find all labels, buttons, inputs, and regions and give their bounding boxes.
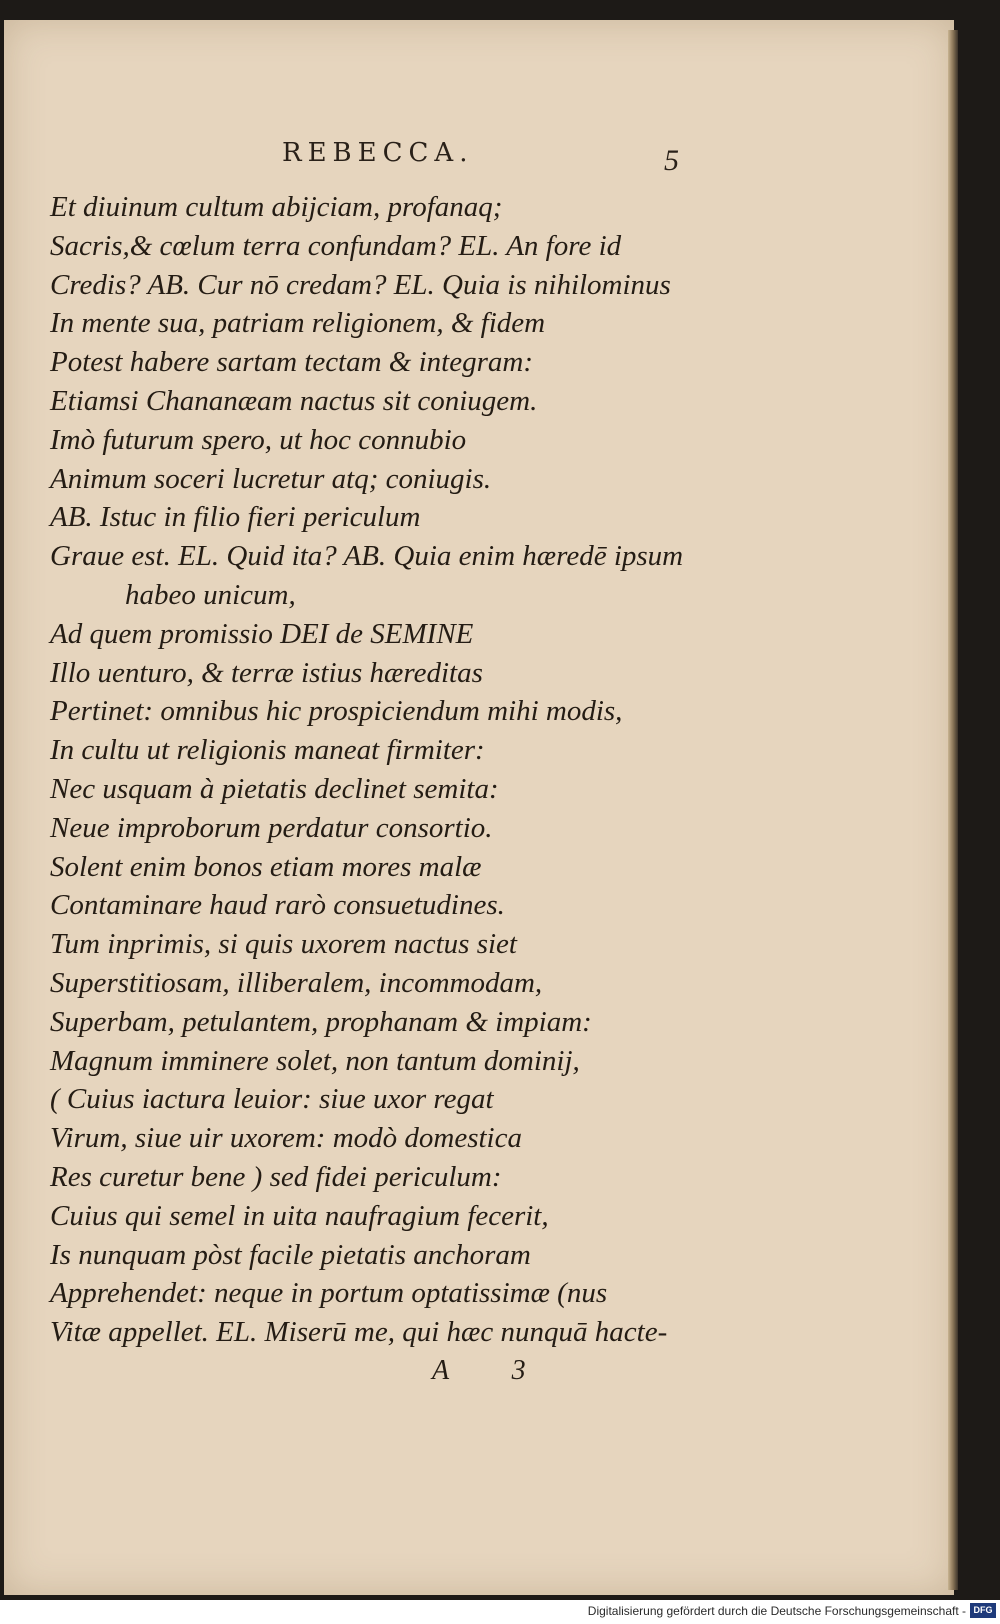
verse-line: Graue est. EL. Quid ita? AB. Quia enim hæredē ipsum bbox=[50, 540, 684, 573]
verse-line: Virum, siue uir uxorem: modò domestica bbox=[50, 1122, 522, 1155]
verse-line-indented: habeo unicum, bbox=[125, 578, 296, 611]
verse-line: Apprehendet: neque in portum optatissimæ (nus bbox=[50, 1277, 608, 1310]
page-number: 5 bbox=[664, 144, 679, 177]
verse-line: Solent enim bonos etiam mores malæ bbox=[50, 850, 482, 883]
funding-credit: Digitalisierung gefördert durch die Deutsche Forschungsgemeinschaft - bbox=[587, 1604, 966, 1618]
verse-line: Imò futurum spero, ut hoc connubio bbox=[50, 423, 467, 456]
verse-line: ( Cuius iactura leuior: siue uxor regat bbox=[50, 1083, 494, 1116]
verse-line: Nec usquam à pietatis declinet semita: bbox=[50, 772, 499, 805]
verse-line: Is nunquam pòst facile pietatis anchoram bbox=[50, 1238, 531, 1271]
footer-bar bbox=[0, 1600, 1000, 1624]
running-head: REBECCA. bbox=[282, 138, 474, 168]
verse-line: Illo uenturo, & terræ istius hæreditas bbox=[50, 656, 483, 689]
verse-line: Pertinet: omnibus hic prospiciendum mihi modis, bbox=[50, 695, 623, 728]
page-edge bbox=[948, 30, 958, 1590]
verse-line: Ad quem promissio DEI de SEMINE bbox=[50, 617, 474, 650]
verse-line: In cultu ut religionis maneat firmiter: bbox=[50, 734, 485, 767]
verse-line: Superbam, petulantem, prophanam & impiam: bbox=[50, 1005, 592, 1038]
verse-text-block bbox=[50, 188, 710, 1352]
verse-line: Superstitiosam, illiberalem, incommodam, bbox=[50, 966, 543, 999]
verse-line: Sacris,& cœlum terra confundam? EL. An fore id bbox=[50, 229, 622, 262]
verse-line: Res curetur bene ) sed fidei periculum: bbox=[50, 1160, 502, 1193]
signature-mark: A 3 bbox=[432, 1355, 554, 1386]
verse-line: Credis? AB. Cur nō credam? EL. Quia is nihilominus bbox=[50, 268, 671, 301]
dfg-logo[interactable]: DFG bbox=[970, 1603, 996, 1618]
verse-line: Tum inprimis, si quis uxorem nactus siet bbox=[50, 928, 517, 961]
verse-line: Neue improborum perdatur consortio. bbox=[50, 811, 493, 844]
verse-line: In mente sua, patriam religionem, & fidem bbox=[50, 307, 546, 340]
verse-line: Et diuinum cultum abijciam, profanaq; bbox=[50, 191, 503, 223]
verse-line: Magnum imminere solet, non tantum dominij, bbox=[50, 1044, 580, 1077]
verse-line: Etiamsi Chananæam nactus sit coniugem. bbox=[50, 384, 538, 417]
verse-line: Animum soceri lucretur atq; coniugis. bbox=[50, 462, 492, 495]
verse-line: Contaminare haud rarò consuetudines. bbox=[50, 889, 505, 922]
verse-line: Vitæ appellet. EL. Miserū me, qui hæc nunquā hacte- bbox=[50, 1316, 668, 1349]
verse-line: Potest habere sartam tectam & integram: bbox=[50, 346, 533, 379]
verse-line: Cuius qui semel in uita naufragium fecerit, bbox=[50, 1199, 549, 1232]
verse-line: AB. Istuc in filio fieri periculum bbox=[50, 501, 421, 534]
book-page bbox=[4, 20, 954, 1595]
